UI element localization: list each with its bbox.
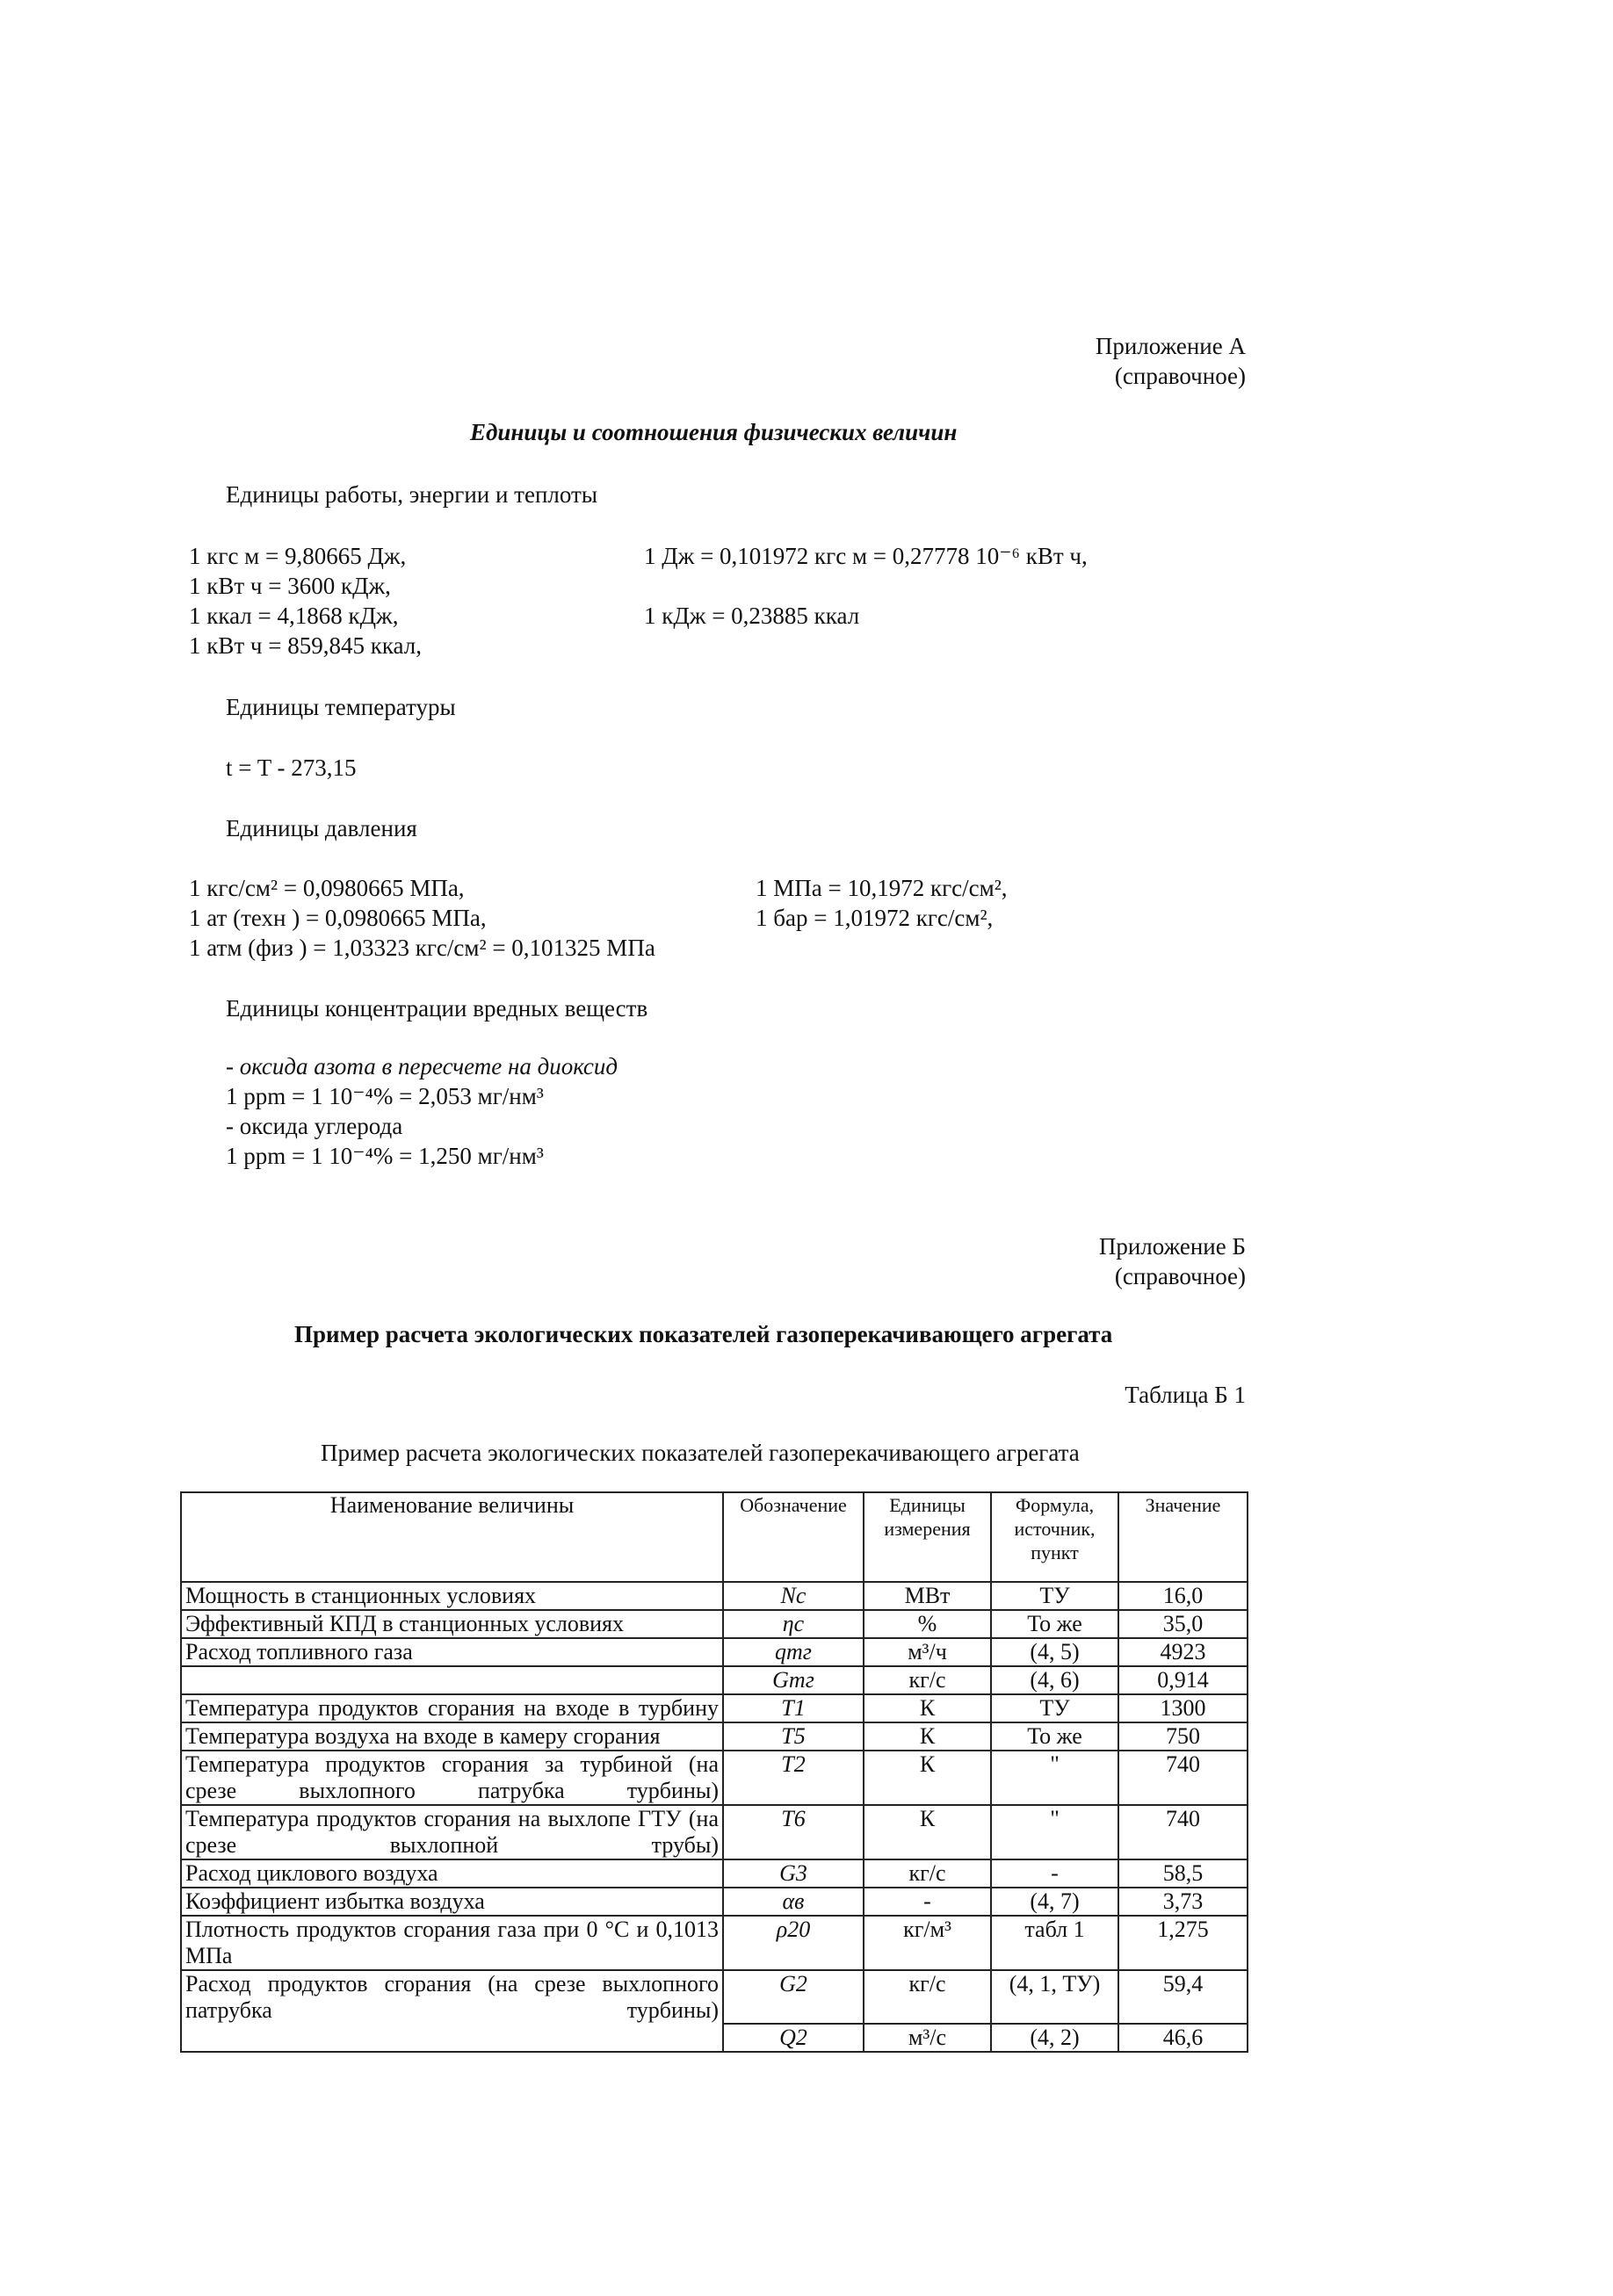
- row-symbol: ρ20: [723, 1916, 864, 1970]
- energy-left-line: 1 кгс м = 9,80665 Дж,: [189, 543, 407, 569]
- table-header-row: [181, 1492, 1248, 1582]
- table-row: [181, 1970, 1248, 2024]
- row-unit: К: [864, 1751, 991, 1805]
- appendix-b-title: Пример расчета экологических показателей газоперекачивающего агрегата: [294, 1321, 1113, 1347]
- pressure-left-line: 1 кгс/см² = 0,0980665 МПа,: [189, 875, 465, 901]
- concentration-line: 1 ppm = 1 10⁻⁴% = 1,250 мг/нм³: [226, 1143, 544, 1169]
- row-name: [181, 1666, 723, 1694]
- energy-right-line: 1 Дж = 0,101972 кгс м = 0,27778 10⁻⁶ кВт ч,: [644, 543, 1088, 569]
- row-source: (4, 6): [991, 1666, 1118, 1694]
- row-symbol: T2: [723, 1751, 864, 1805]
- table-row: [181, 1666, 1248, 1694]
- table-row: [181, 1916, 1248, 1970]
- table-row: [181, 2024, 1248, 2052]
- calculation-table: [180, 1491, 1248, 2053]
- pressure-right-line: 1 бар = 1,01972 кгс/см²,: [756, 905, 994, 931]
- table-row: [181, 1722, 1248, 1751]
- header-name: Наименование величины: [181, 1492, 723, 1582]
- table-row: [181, 1751, 1248, 1805]
- row-unit: МВт: [864, 1582, 991, 1610]
- header-value: Значение: [1118, 1492, 1248, 1582]
- energy-left-line: 1 кВт ч = 859,845 ккал,: [189, 632, 423, 659]
- concentration-line: 1 ppm = 1 10⁻⁴% = 2,053 мг/нм³: [226, 1083, 544, 1109]
- table-row: [181, 1888, 1248, 1916]
- row-value: 16,0: [1118, 1582, 1248, 1610]
- row-source: То же: [991, 1722, 1118, 1751]
- row-value: 46,6: [1118, 2024, 1248, 2052]
- row-symbol: qтг: [723, 1638, 864, 1666]
- row-value: 740: [1118, 1805, 1248, 1859]
- row-symbol: T5: [723, 1722, 864, 1751]
- appendix-b-note: (справочное): [1114, 1263, 1246, 1289]
- row-symbol: ηс: [723, 1610, 864, 1638]
- pressure-right-list: [756, 873, 1008, 933]
- appendix-a-title: Единицы и соотношения физических величин: [470, 419, 958, 445]
- appendix-b-label: Приложение Б: [1098, 1233, 1246, 1260]
- row-source: (4, 2): [991, 2024, 1118, 2052]
- row-source: (4, 7): [991, 1888, 1118, 1916]
- row-source: ТУ: [991, 1582, 1118, 1610]
- row-unit: К: [864, 1805, 991, 1859]
- row-unit: кг/с: [864, 1970, 991, 2024]
- row-value: 750: [1118, 1722, 1248, 1751]
- row-symbol: Nс: [723, 1582, 864, 1610]
- concentration-heading: Единицы концентрации вредных веществ: [226, 995, 648, 1022]
- row-name: Расход циклового воздуха: [181, 1859, 723, 1888]
- row-value: 3,73: [1118, 1888, 1248, 1916]
- temperature-formula: t = T - 273,15: [226, 755, 357, 781]
- row-unit: м³/ч: [864, 1638, 991, 1666]
- table-row: [181, 1638, 1248, 1666]
- header-unit: Единицы измерения: [864, 1492, 991, 1582]
- energy-right-line: [644, 571, 1088, 601]
- row-value: 740: [1118, 1751, 1248, 1805]
- appendix-a-label: Приложение А: [1095, 333, 1246, 359]
- row-value: 59,4: [1118, 1970, 1248, 2024]
- row-symbol: Q2: [723, 2024, 864, 2052]
- row-value: 1300: [1118, 1694, 1248, 1722]
- row-symbol: αв: [723, 1888, 864, 1916]
- row-name: Коэффициент избытка воздуха: [181, 1888, 723, 1916]
- row-name: [181, 2024, 723, 2052]
- header-symbol: Обозначение: [723, 1492, 864, 1582]
- table-caption: Пример расчета экологических показателей газоперекачивающего агрегата: [321, 1440, 1080, 1466]
- row-source: (4, 1, ТУ): [991, 1970, 1118, 2024]
- row-symbol: T1: [723, 1694, 864, 1722]
- energy-heading: Единицы работы, энергии и теплоты: [226, 481, 597, 508]
- row-value: 0,914: [1118, 1666, 1248, 1694]
- row-source: ТУ: [991, 1694, 1118, 1722]
- pressure-left-line: 1 ат (техн ) = 0,0980665 МПа,: [189, 905, 487, 931]
- row-name: Расход топливного газа: [181, 1638, 723, 1666]
- row-name: Плотность продуктов сгорания газа при 0 °С и 0,1013 МПа: [181, 1916, 723, 1970]
- row-unit: К: [864, 1694, 991, 1722]
- header-source: Формула, источник, пункт: [991, 1492, 1118, 1582]
- concentration-line: - оксида азота в пересчете на диоксид: [226, 1053, 618, 1079]
- table-row: [181, 1582, 1248, 1610]
- table-row: [181, 1610, 1248, 1638]
- row-value: 35,0: [1118, 1610, 1248, 1638]
- temperature-heading: Единицы температуры: [226, 694, 456, 720]
- table-row: [181, 1859, 1248, 1888]
- row-name: Температура продуктов сгорания за турбиной (на срезе выхлопного патрубка турбины): [181, 1751, 723, 1805]
- row-symbol: G3: [723, 1859, 864, 1888]
- energy-left-list: [189, 541, 422, 661]
- concentration-line: - оксида углерода: [226, 1113, 403, 1139]
- row-name: Температура продуктов сгорания на входе в турбину: [181, 1694, 723, 1722]
- row-source: ": [991, 1805, 1118, 1859]
- row-name: Мощность в станционных условиях: [181, 1582, 723, 1610]
- row-symbol: G2: [723, 1970, 864, 2024]
- appendix-a-note: (справочное): [1114, 363, 1246, 389]
- row-symbol: T6: [723, 1805, 864, 1859]
- energy-left-line: 1 кВт ч = 3600 кДж,: [189, 573, 391, 599]
- row-name: Температура продуктов сгорания на выхлопе ГТУ (на срезе выхлопной трубы): [181, 1805, 723, 1859]
- row-source: табл 1: [991, 1916, 1118, 1970]
- row-unit: м³/с: [864, 2024, 991, 2052]
- row-unit: кг/м³: [864, 1916, 991, 1970]
- energy-right-list: [644, 541, 1088, 631]
- row-unit: К: [864, 1722, 991, 1751]
- row-value: 4923: [1118, 1638, 1248, 1666]
- row-source: -: [991, 1859, 1118, 1888]
- row-source: То же: [991, 1610, 1118, 1638]
- row-source: (4, 5): [991, 1638, 1118, 1666]
- table-row: [181, 1805, 1248, 1859]
- energy-left-line: 1 ккал = 4,1868 кДж,: [189, 603, 399, 629]
- concentration-list: [226, 1051, 618, 1171]
- row-unit: %: [864, 1610, 991, 1638]
- row-name: Расход продуктов сгорания (на срезе выхлопного патрубка турбины): [181, 1970, 723, 2024]
- table-label: Таблица Б 1: [1125, 1382, 1246, 1408]
- pressure-left-list: [189, 873, 655, 963]
- table-row: [181, 1694, 1248, 1722]
- row-name: Температура воздуха на входе в камеру сгорания: [181, 1722, 723, 1751]
- row-source: ": [991, 1751, 1118, 1805]
- pressure-right-line: 1 МПа = 10,1972 кгс/см²,: [756, 875, 1008, 901]
- pressure-left-line: 1 атм (физ ) = 1,03323 кгс/см² = 0,101325 МПа: [189, 935, 655, 961]
- row-unit: кг/с: [864, 1859, 991, 1888]
- row-value: 1,275: [1118, 1916, 1248, 1970]
- row-value: 58,5: [1118, 1859, 1248, 1888]
- row-unit: кг/с: [864, 1666, 991, 1694]
- row-symbol: Gтг: [723, 1666, 864, 1694]
- row-name: Эффективный КПД в станционных условиях: [181, 1610, 723, 1638]
- energy-right-line: 1 кДж = 0,23885 ккал: [644, 603, 860, 629]
- pressure-heading: Единицы давления: [226, 815, 417, 841]
- row-unit: -: [864, 1888, 991, 1916]
